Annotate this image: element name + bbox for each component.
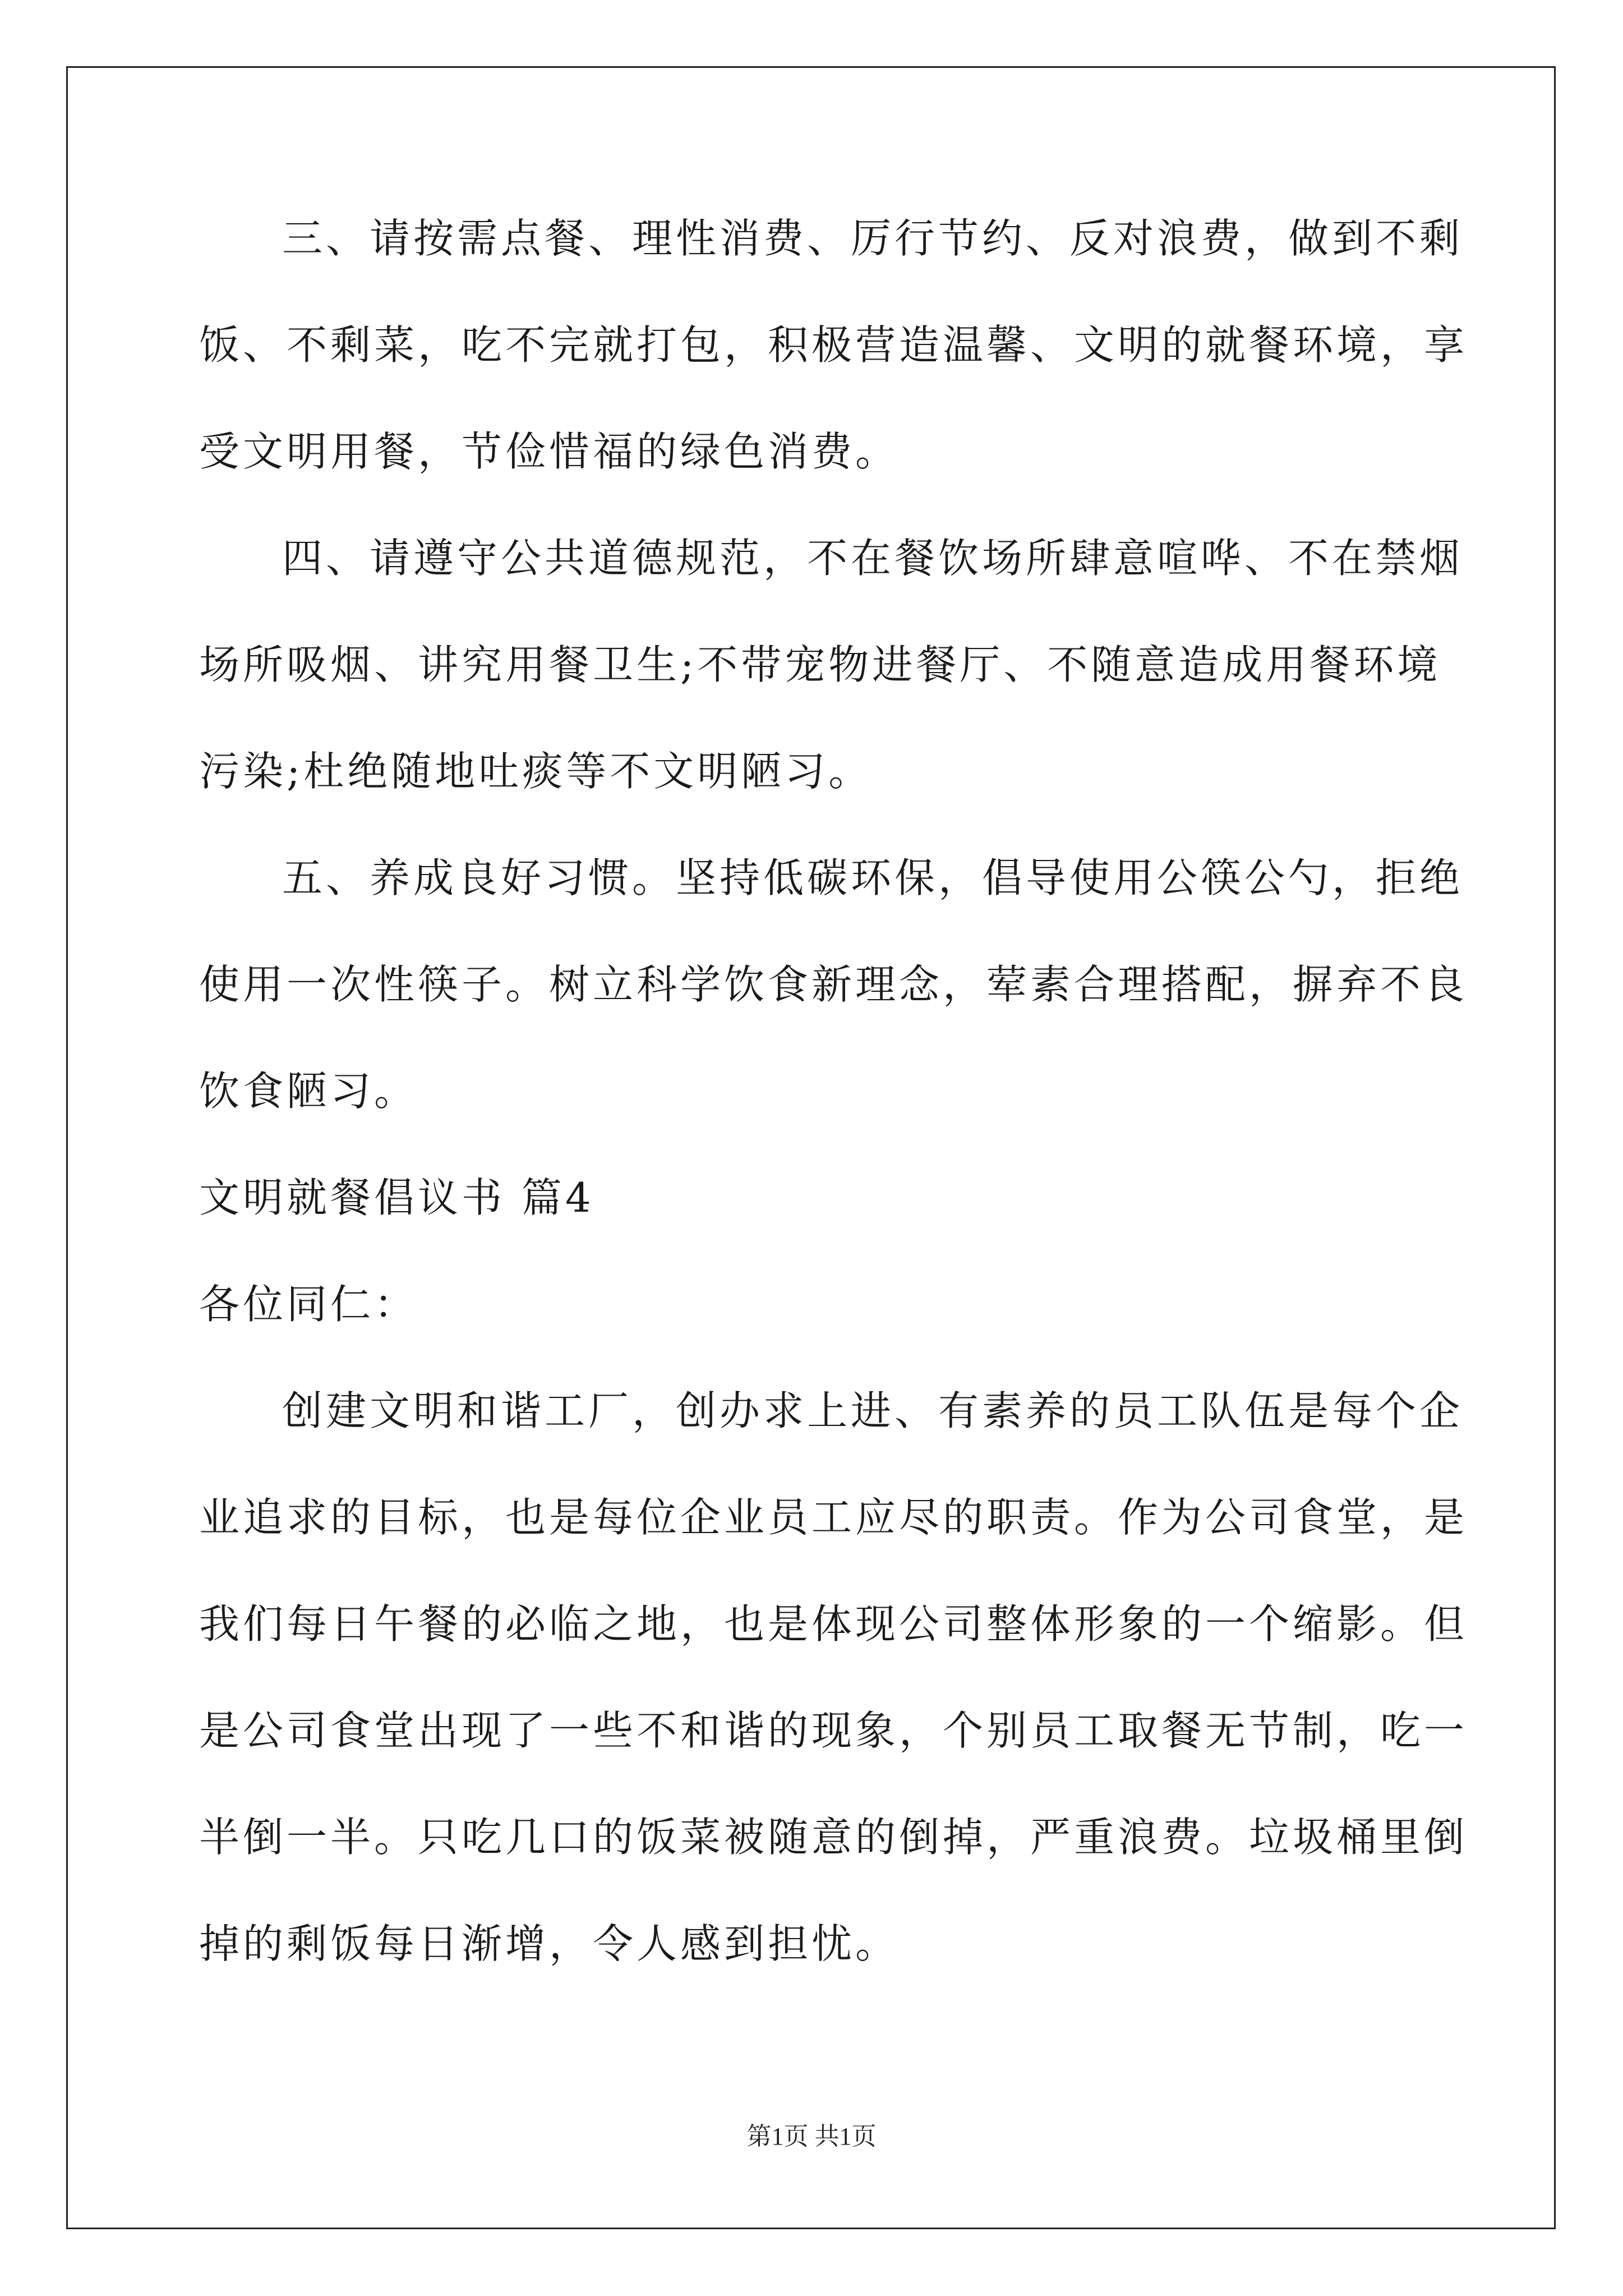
page-footer: 第1页 共1页 (746, 2123, 877, 2150)
paragraph-item-5: 五、养成良好习惯。坚持低碳环保，倡导使用公筷公勺，拒绝使用一次性筷子。树立科学饮食新理念，荤素合理搭配，摒弃不良饮食陋习。 (199, 854, 1468, 1115)
section-paragraph: 创建文明和谐工厂，创办求上进、有素养的员工队伍是每个企业追求的目标，也是每位企业员工应尽的职责。作为公司食堂，是我们每日午餐的必临之地，也是体现公司整体形象的一个缩影。但是公司食堂出现了一些不和谐的现象，个别员工取餐无节制，吃一半倒一半。只吃几口的饭菜被随意的倒掉，严重浪费。垃圾桶里倒掉的剩饭每日渐增，令人感到担忧。 (199, 1387, 1468, 1967)
document-body (199, 185, 1472, 1997)
paragraph-item-4: 四、请遵守公共道德规范，不在餐饮场所肆意喧哗、不在禁烟场所吸烟、讲究用餐卫生;不带宠物进餐厅、不随意造成用餐环境污染;杜绝随地吐痰等不文明陋习。 (199, 535, 1464, 795)
paragraph-item-3: 三、请按需点餐、理性消费、厉行节约、反对浪费，做到不剩饭、不剩菜，吃不完就打包，积极营造温馨、文明的就餐环境，享受文明用餐，节俭惜福的绿色消费。 (199, 215, 1468, 475)
salutation: 各位同仁： (199, 1281, 418, 1328)
section-title: 文明就餐倡议书 篇4 (199, 1174, 594, 1221)
